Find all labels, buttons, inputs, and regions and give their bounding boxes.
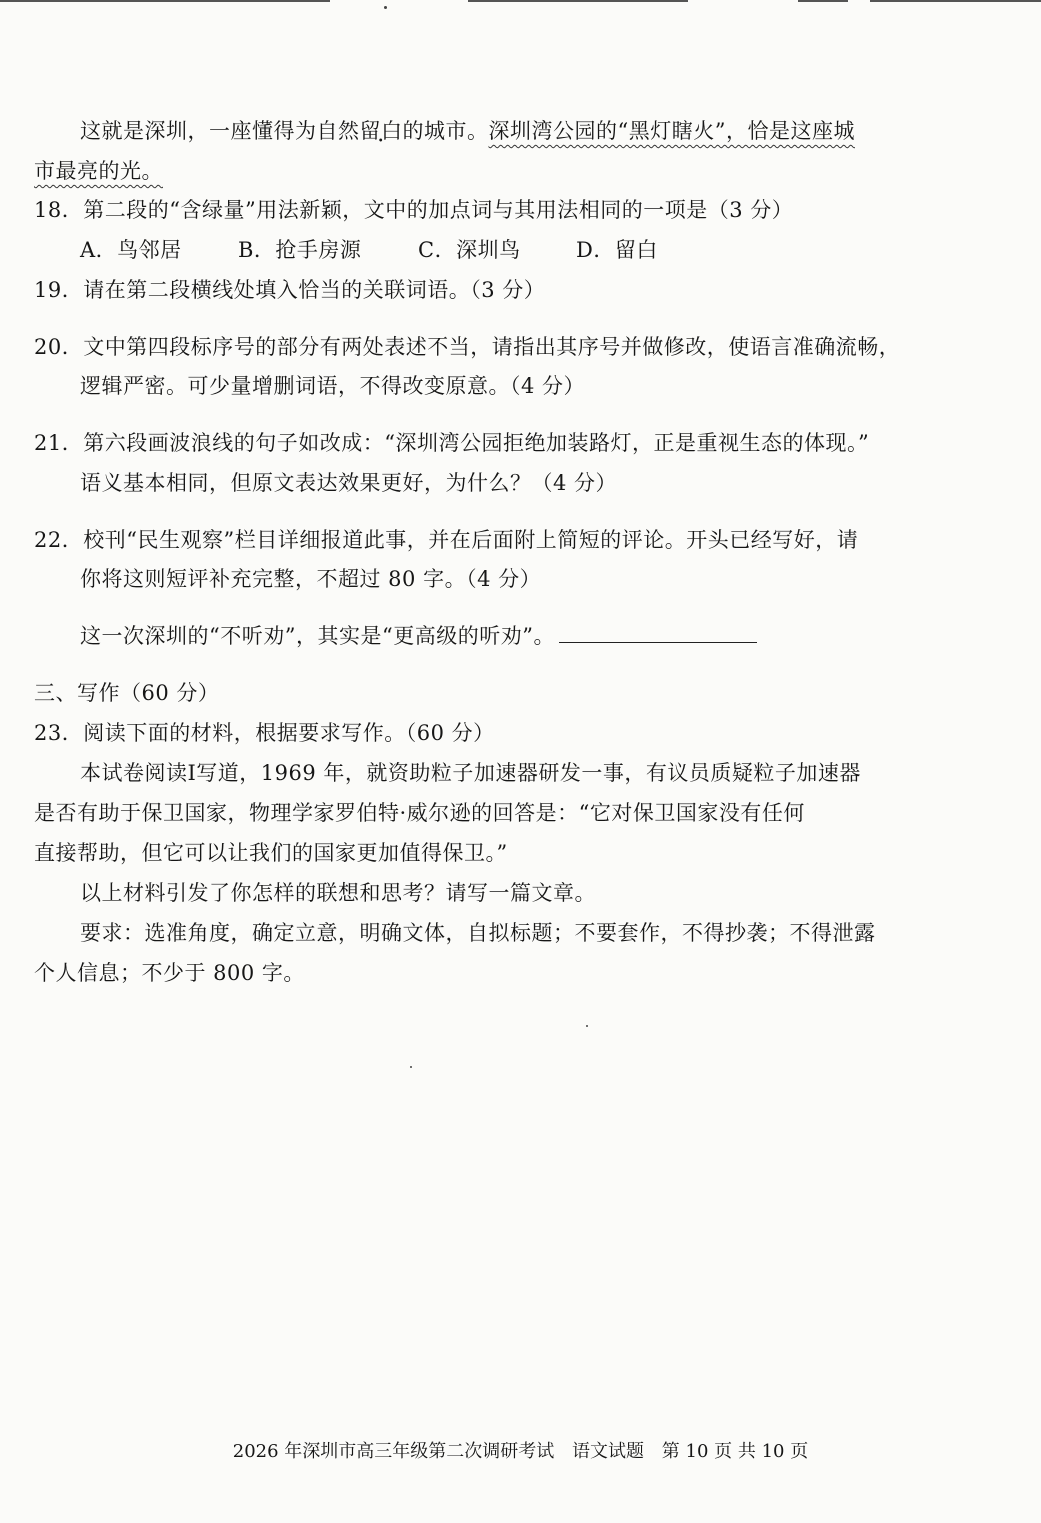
scan-edge-line <box>468 0 688 2</box>
scan-edge-line <box>0 0 330 2</box>
question-20-line-1: 20．文中第四段标序号的部分有两处表述不当，请指出其序号并做修改，使语言准确流畅， <box>34 335 901 359</box>
scan-speck <box>384 6 387 9</box>
requirements-line-1: 要求：选准角度，确定立意，明确文体，自拟标题；不要套作，不得抄袭；不得泄露 <box>80 921 876 945</box>
material-line-3: 直接帮助，但它可以让我们的国家更加值得保卫。” <box>34 841 508 865</box>
question-18-stem: 18．第二段的“含绿量”用法新颖，文中的加点词与其用法相同的一项是（3 分） <box>34 198 794 222</box>
dotted-word: 留白 <box>359 119 403 143</box>
passage-closing-line-2 <box>34 156 163 186</box>
page-footer <box>0 1438 1041 1466</box>
scan-edge-line <box>870 0 1041 2</box>
page-number: 第 10 页 共 10 页 <box>661 1441 809 1462</box>
material-line-2: 是否有助于保卫国家，物理学家罗伯特·威尔逊的回答是：“它对保卫国家没有任何 <box>34 801 805 825</box>
requirements-line-2: 个人信息；不少于 800 字。 <box>34 961 305 985</box>
wavy-underlined-sentence: 市最亮的光。 <box>34 159 163 183</box>
section-title-writing: 三、写作（60 分） <box>34 681 220 705</box>
answer-blank-line <box>559 641 757 643</box>
commentary-opening: 这一次深圳的“不听劝”，其实是“更高级的听劝”。 <box>80 624 555 648</box>
question-22-line-2: 你将这则短评补充完整，不超过 80 字。（4 分） <box>80 567 542 591</box>
material-line-1: 本试卷阅读Ⅰ写道，1969 年，就资助粒子加速器研发一事，有议员质疑粒子加速器 <box>80 761 861 785</box>
question-20-line-2: 逻辑严密。可少量增删词语，不得改变原意。（4 分） <box>80 374 586 398</box>
question-18-options <box>80 235 658 265</box>
scan-edge-line <box>798 0 848 2</box>
wavy-underlined-sentence: 深圳湾公园的“黑灯瞎火”，恰是这座城 <box>488 119 855 143</box>
question-23-stem: 23．阅读下面的材料，根据要求写作。（60 分） <box>34 721 495 745</box>
subject-name: 语文试题 <box>572 1441 645 1462</box>
option-c: C．深圳鸟 <box>418 238 521 262</box>
option-b: B．抢手房源 <box>238 238 362 262</box>
passage-text: 这就是深圳，一座懂得为自然 <box>80 119 360 143</box>
exam-name: 2026 年深圳市高三年级第二次调研考试 <box>232 1441 555 1462</box>
writing-prompt: 以上材料引发了你怎样的联想和思考？请写一篇文章。 <box>80 881 596 905</box>
passage-text: 的城市。 <box>402 119 489 143</box>
question-21-line-1: 21．第六段画波浪线的句子如改成：“深圳湾公园拒绝加装路灯，正是重视生态的体现。” <box>34 431 870 455</box>
question-19-stem: 19．请在第二段横线处填入恰当的关联词语。（3 分） <box>34 278 546 302</box>
question-21-line-2: 语义基本相同，但原文表达效果更好，为什么？（4 分） <box>80 471 618 495</box>
option-d: D．留白 <box>576 238 658 262</box>
scan-speck <box>410 1066 412 1068</box>
scan-speck <box>586 1025 588 1027</box>
question-22-starter <box>80 621 757 651</box>
option-a: A．鸟邻居 <box>80 238 182 262</box>
question-22-line-1: 22．校刊“民生观察”栏目详细报道此事，并在后面附上简短的评论。开头已经写好，请 <box>34 528 859 552</box>
passage-closing-line <box>80 116 855 146</box>
